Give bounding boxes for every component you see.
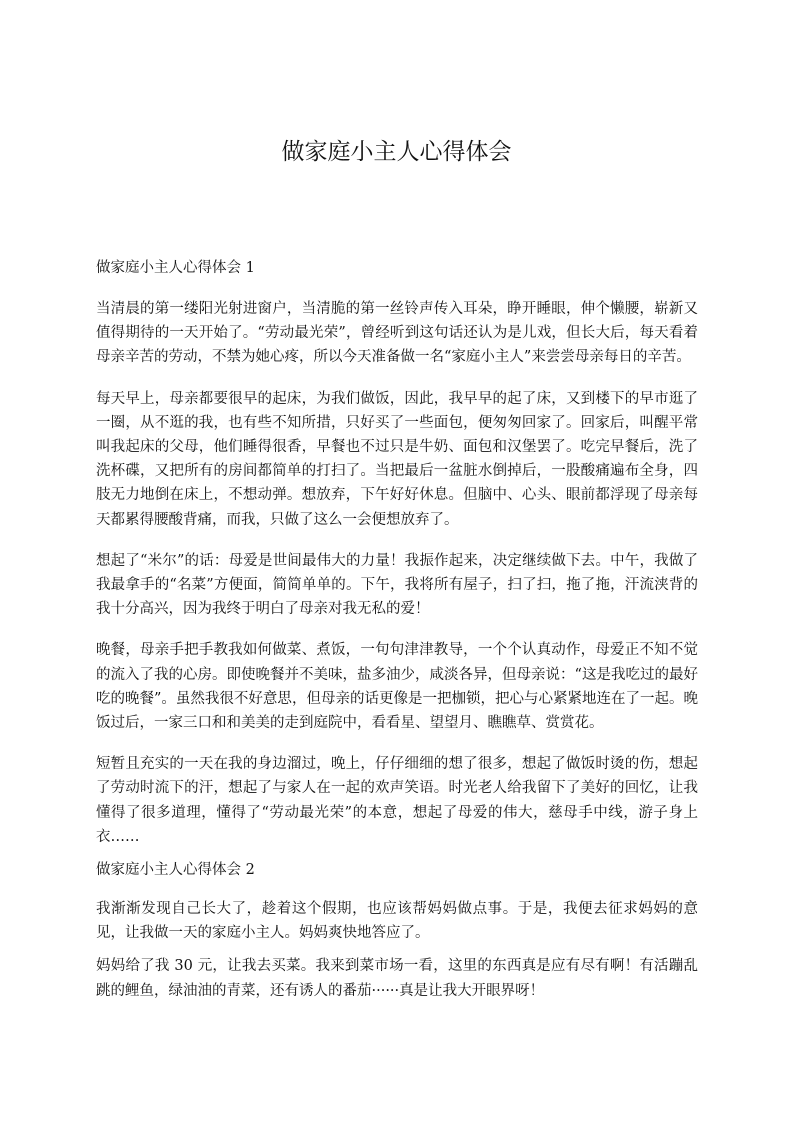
- paragraph: 晚餐，母亲手把手教我如何做菜、煮饭，一句句津津教导，一个个认真动作，母爱正不知不觉的流入了我的心房。即使晚餐并不美味，盐多油少，咸淡各异，但母亲说：“这是我吃过的最好吃的晚餐”。虽然我很不好意思，但母亲的话更像是一把枷锁，把心与心紧紧地连在了一起。晚饭过后，一家三口和和美美的走到庭院中，看看星、望望月、瞧瞧草、赏赏花。: [96, 642, 698, 732]
- paragraph: 当清晨的第一缕阳光射进窗户，当清脆的第一丝铃声传入耳朵，睁开睡眼，伸个懒腰，崭新又值得期待的一天开始了。“劳动最光荣”，曾经听到这句话还认为是儿戏，但长大后，每天看着母亲辛苦的劳动，不禁为她心疼，所以今天准备做一名“家庭小主人”来尝尝母亲每日的辛苦。: [96, 301, 698, 366]
- section-heading-2: 做家庭小主人心得体会 2: [96, 862, 255, 879]
- document-body: [96, 256, 698, 1003]
- paragraph: 每天早上，母亲都要很早的起床，为我们做饭，因此，我早早的起了床，又到楼下的早市逛了一圈，从不逛的我，也有些不知所措，只好买了一些面包，便匆匆回家了。回家后，叫醒平常叫我起床的父母，他们睡得很香，早餐也不过只是牛奶、面包和汉堡罢了。吃完早餐后，洗了洗杯碟，又把所有的房间都简单的打扫了。当把最后一盆脏水倒掉后，一股酸痛遍布全身，四肢无力地倒在床上，不想动弹。想放弃，下午好好休息。但脑中、心头、眼前都浮现了母亲每天都累得腰酸背痛，而我，只做了这么一会便想放弃了。: [96, 390, 698, 528]
- paragraph: 短暂且充实的一天在我的身边溜过，晚上，仔仔细细的想了很多，想起了做饭时烫的伤，想起了劳动时流下的汗，想起了与家人在一起的欢声笑语。时光老人给我留下了美好的回忆，让我懂得了很多道理，懂得了“劳动最光荣”的本意，想起了母爱的伟大，慈母手中线，游子身上衣……: [96, 756, 698, 845]
- document-title: 做家庭小主人心得体会: [281, 139, 512, 165]
- paragraph: 想起了“米尔”的话：母爱是世间最伟大的力量！我振作起来，决定继续做下去。中午，我做了我最拿手的“名菜”方便面，简简单单的。下午，我将所有屋子，扫了扫，拖了拖，汗流浃背的我十分高兴，因为我终于明白了母亲对我无私的爱！: [96, 552, 698, 618]
- section-heading-1: 做家庭小主人心得体会 1: [96, 260, 255, 276]
- paragraph: 我渐渐发现自己长大了，趁着这个假期，也应该帮妈妈做点事。于是，我便去征求妈妈的意见，让我做一天的家庭小主人。妈妈爽快地答应了。: [96, 901, 698, 942]
- paragraph: 妈妈给了我 30 元，让我去买菜。我来到菜市场一看，这里的东西真是应有尽有啊！有活蹦乱跳的鲤鱼，绿油油的青菜，还有诱人的番茄······真是让我大开眼界呀！: [96, 958, 698, 999]
